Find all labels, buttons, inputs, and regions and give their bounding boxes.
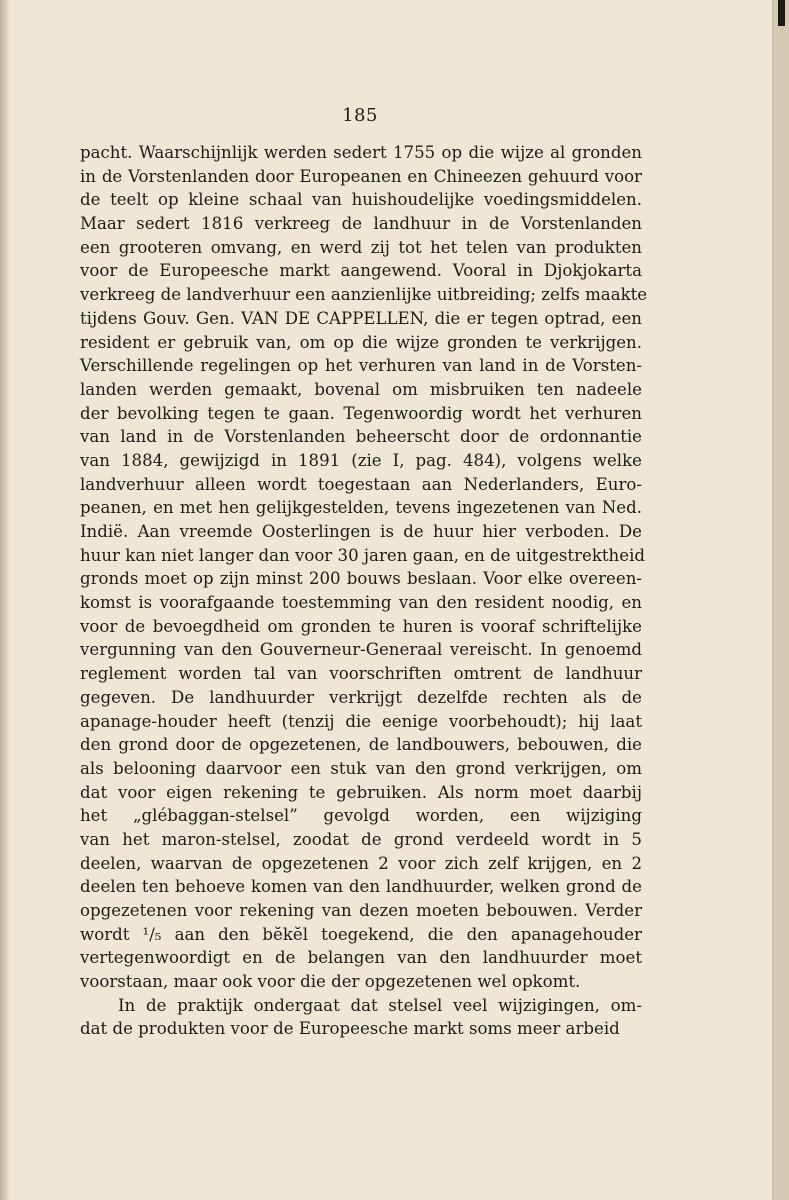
- text-line: gegeven. De landhuurder verkrijgt dezelfde rechten als de: [80, 687, 642, 707]
- text-line: van land in de Vorstenlanden beheerscht door de ordonnantie: [80, 427, 642, 447]
- text-line: wordt ¹/₅ aan den bĕkĕl toegekend, die den apanagehouder: [80, 924, 642, 944]
- text-line: tijdens Gouv. Gen. VAN DE CAPPELLEN, die er tegen optrad, een: [80, 308, 642, 328]
- text-line: vertegenwoordigt en de belangen van den landhuurder moet: [80, 948, 642, 968]
- text-line: der bevolking tegen te gaan. Tegenwoordig wordt het verhuren: [80, 403, 642, 423]
- text-line: opgezetenen voor rekening van dezen moeten bebouwen. Verder: [80, 901, 642, 920]
- text-line: landverhuur alleen wordt toegestaan aan Nederlanders, Euro-: [80, 474, 642, 494]
- text-line: voorstaan, maar ook voor die der opgezetenen wel opkomt.: [80, 972, 581, 992]
- text-line: resident er gebruik van, om op die wijze gronden te verkrijgen.: [80, 332, 642, 352]
- page-binding-shadow: [0, 0, 10, 1200]
- body-text: [80, 141, 648, 1041]
- page-right-margin: [772, 0, 789, 1200]
- text-line: dat de produkten voor de Europeesche markt soms meer arbeid: [80, 1019, 620, 1039]
- text-line: verkreeg de landverhuur een aanzienlijke uitbreiding; zelfs maakte: [80, 285, 648, 305]
- text-line: vergunning van den Gouverneur-Generaal vereischt. In genoemd: [80, 640, 642, 660]
- paragraph: [80, 141, 648, 994]
- text-line: Maar sedert 1816 verkreeg de landhuur in de Vorstenlanden: [80, 214, 642, 234]
- text-line: huur kan niet langer dan voor 30 jaren gaan, en de uitgestrektheid: [80, 545, 645, 565]
- text-line: deelen, waarvan de opgezetenen 2 voor zich zelf krijgen, en 2: [80, 853, 642, 873]
- text-line: een grooteren omvang, en werd zij tot het telen van produkten: [80, 237, 642, 257]
- text-line: komst is voorafgaande toestemming van den resident noodig, en: [80, 593, 642, 613]
- text-line: voor de Europeesche markt aangewend. Vooral in Djokjokarta: [80, 261, 642, 281]
- text-line: als belooning daarvoor een stuk van den grond verkrijgen, om: [80, 758, 642, 778]
- text-line: in de Vorstenlanden door Europeanen en Chineezen gehuurd voor: [80, 166, 642, 186]
- text-line: In de praktijk ondergaat dat stelsel veel wijzigingen, om-: [118, 995, 642, 1015]
- text-line: reglement worden tal van voorschriften omtrent de landhuur: [80, 664, 642, 684]
- text-line: peanen, en met hen gelijkgestelden, tevens ingezetenen van Ned.: [80, 498, 642, 518]
- text-line: het „glébaggan-stelsel” gevolgd worden, een wijziging: [80, 806, 642, 826]
- text-line: landen werden gemaakt, bovenal om misbruiken ten nadeele: [80, 379, 642, 399]
- text-line: pacht. Waarschijnlijk werden sedert 1755 op die wijze al gronden: [80, 143, 642, 162]
- text-line: de teelt op kleine schaal van huishoudelijke voedingsmiddelen.: [80, 190, 642, 210]
- text-line: Verschillende regelingen op het verhuren van land in de Vorsten-: [80, 356, 642, 376]
- text-line: voor de bevoegdheid om gronden te huren is vooraf schriftelijke: [80, 616, 642, 636]
- text-line: apanage-houder heeft (tenzij die eenige voorbehoudt); hij laat: [80, 711, 642, 731]
- text-line: den grond door de opgezetenen, de landbouwers, bebouwen, die: [80, 735, 642, 755]
- scan-corner-mark: [778, 0, 785, 26]
- text-line: Indië. Aan vreemde Oosterlingen is de huur hier verboden. De: [80, 522, 642, 541]
- text-line: van 1884, gewijzigd in 1891 (zie I, pag. 484), volgens welke: [80, 450, 642, 470]
- text-line: gronds moet op zijn minst 200 bouws beslaan. Voor elke overeen-: [80, 569, 642, 589]
- text-line: van het maron-stelsel, zoodat de grond verdeeld wordt in 5: [80, 829, 642, 849]
- page-number: 185: [342, 105, 378, 126]
- text-line: dat voor eigen rekening te gebruiken. Als norm moet daarbij: [80, 782, 642, 802]
- text-line: deelen ten behoeve komen van den landhuurder, welken grond de: [80, 877, 642, 897]
- paragraph: [80, 994, 642, 1041]
